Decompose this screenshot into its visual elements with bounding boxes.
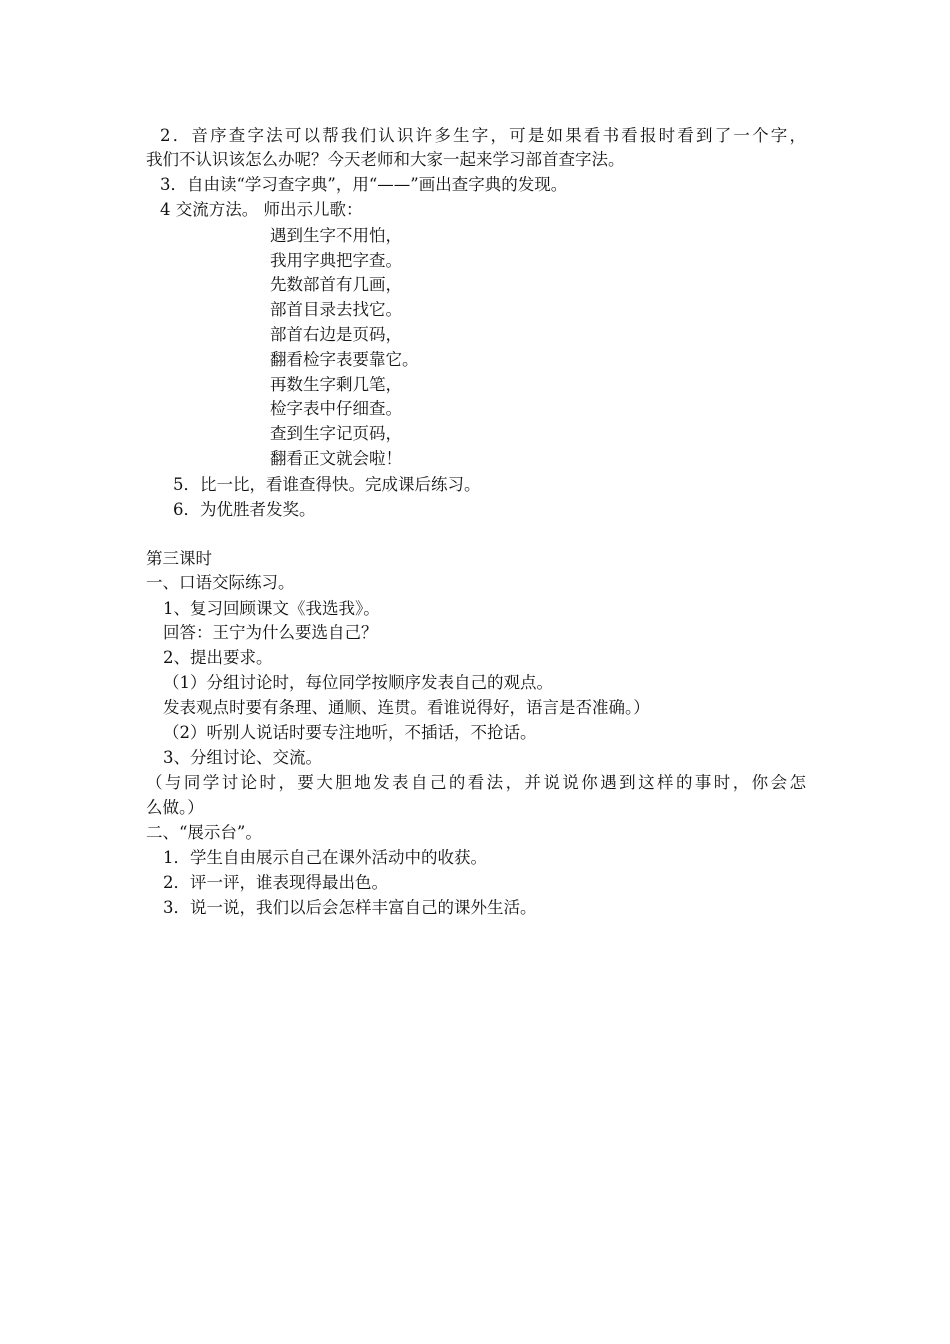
s1-answer: 回答：王宁为什么要选自己？ [163,623,378,642]
section1-title: 一、口语交际练习。 [146,573,295,592]
s1-item2: 2、提出要求。 [163,648,273,667]
s1-req2: （2）听别人说话时要专注地听，不插话，不抢话。 [163,723,537,742]
s2-item3: 3．说一说，我们以后会怎样丰富自己的课外生活。 [163,898,537,917]
section2-title: 二、“展示台”。 [146,823,262,842]
rhyme-line-2: 我用字典把字查。 [270,251,402,270]
s1-note-line1: （与同学讨论时，要大胆地发表自己的看法，并说说你遇到这样的事时，你会怎 [146,773,806,792]
s1-item1: 1、复习回顾课文《我选我》。 [163,599,380,618]
rhyme-line-7: 再数生字剩几笔， [270,375,402,394]
lesson2-item2-line1: 2．音序查字法可以帮我们认识许多生字，可是如果看书看报时看到了一个字， [160,126,806,145]
lesson2-item2-line2: 我们不认识该怎么办呢？今天老师和大家一起来学习部首查字法。 [146,150,625,169]
s1-item3: 3、分组讨论、交流。 [163,748,322,767]
rhyme-line-4: 部首目录去找它。 [270,300,402,319]
lesson3-heading: 第三课时 [146,549,212,568]
lesson2-item3: 3．自由读“学习查字典”，用“——”画出查字典的发现。 [160,175,568,194]
lesson2-item4: 4 交流方法。 师出示儿歌： [160,200,363,219]
s1-note-line2: 么做。） [146,798,204,817]
s2-item2: 2．评一评，谁表现得最出色。 [163,873,388,892]
rhyme-line-8: 检字表中仔细查。 [270,399,402,418]
rhyme-line-6: 翻看检字表要靠它。 [270,350,419,369]
s1-req1: （1）分组讨论时，每位同学按顺序发表自己的观点。 [163,673,553,692]
rhyme-line-10: 翻看正文就会啦！ [270,449,402,468]
rhyme-line-5: 部首右边是页码， [270,325,402,344]
s2-item1: 1．学生自由展示自己在课外活动中的收获。 [163,848,487,867]
lesson2-item5: 5．比一比，看谁查得快。完成课后练习。 [173,475,481,494]
s1-req1-detail: 发表观点时要有条理、通顺、连贯。看谁说得好，语言是否准确。） [163,698,650,717]
rhyme-line-9: 查到生字记页码， [270,424,402,443]
rhyme-line-3: 先数部首有几画， [270,275,402,294]
rhyme-line-1: 遇到生字不用怕， [270,226,402,245]
lesson2-item6: 6．为优胜者发奖。 [173,500,316,519]
